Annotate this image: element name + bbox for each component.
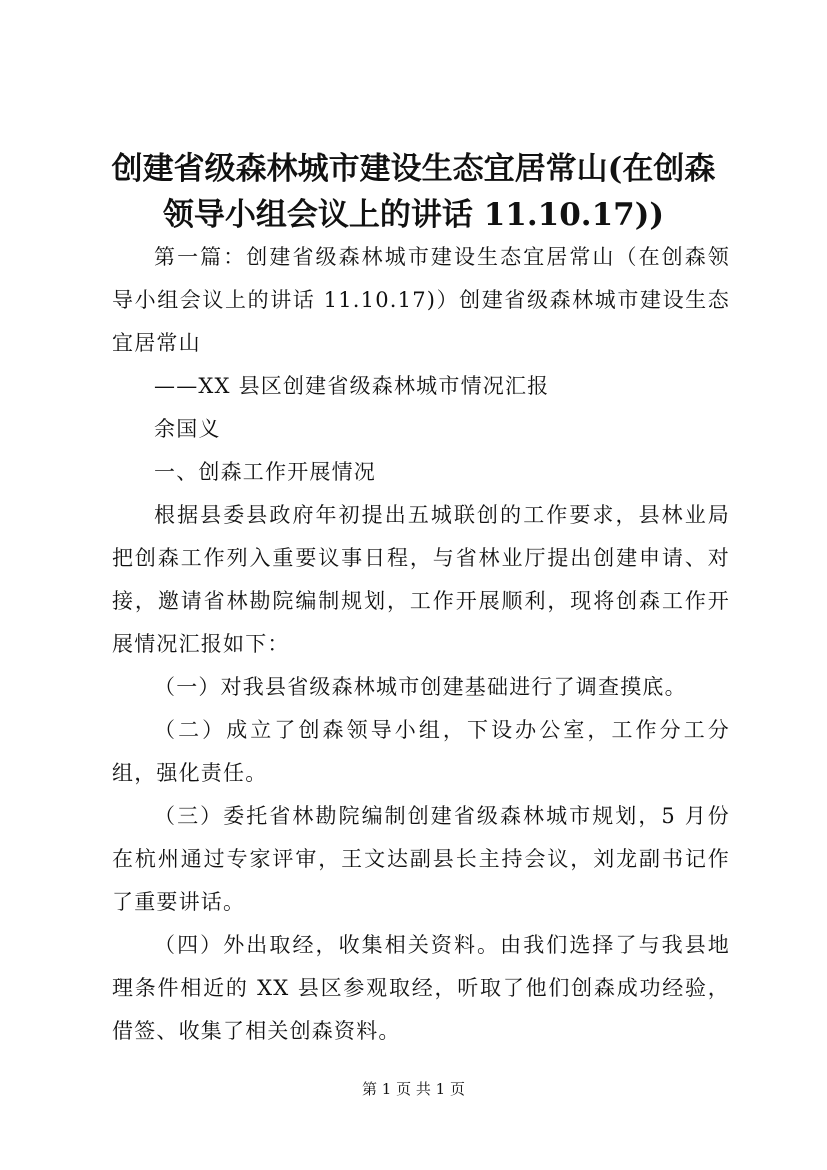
list-item-3: （三）委托省林勘院编制创建省级森林城市规划，5 月份在杭州通过专家评审，王文达副县长主持会议，刘龙副书记作了重要讲话。: [112, 804, 730, 914]
list-item-4: （四）外出取经，收集相关资料。由我们选择了与我县地理条件相近的 XX 县区参观取经，听取了他们创森成功经验，借签、收集了相关创森资料。: [112, 933, 730, 1043]
title-line-2: 领导小组会议上的讲话 11.10.17)): [162, 197, 665, 233]
paragraph-subtitle: ——XX 县区创建省级森林城市情况汇报: [154, 374, 550, 398]
page-footer: 第 1 页 共 1 页: [362, 1080, 465, 1098]
paragraph-body: 根据县委县政府年初提出五城联创的工作要求，县林业局把创森工作列入重要议事日程，与省林业厅提出创建申请、对接，邀请省林勘院编制规划，工作开展顺利，现将创森工作开展情况汇报如下：: [112, 503, 730, 656]
title-line-1: 创建省级森林城市建设生态宜居常山(在创森: [111, 151, 716, 187]
list-item-2: （二）成立了创森领导小组，下设办公室，工作分工分组，强化责任。: [112, 718, 730, 785]
document-title: [70, 146, 757, 238]
paragraph-author: 余国义: [154, 417, 221, 441]
document-body: [112, 236, 730, 1053]
section-heading: 一、创森工作开展情况: [154, 460, 376, 484]
list-item-1: （一）对我县省级森林城市创建基础进行了调查摸底。: [154, 675, 687, 699]
paragraph-heading-intro: 第一篇：创建省级森林城市建设生态宜居常山（在创森领导小组会议上的讲话 11.10.17)）创建省级森林城市建设生态宜居常山: [112, 245, 730, 355]
